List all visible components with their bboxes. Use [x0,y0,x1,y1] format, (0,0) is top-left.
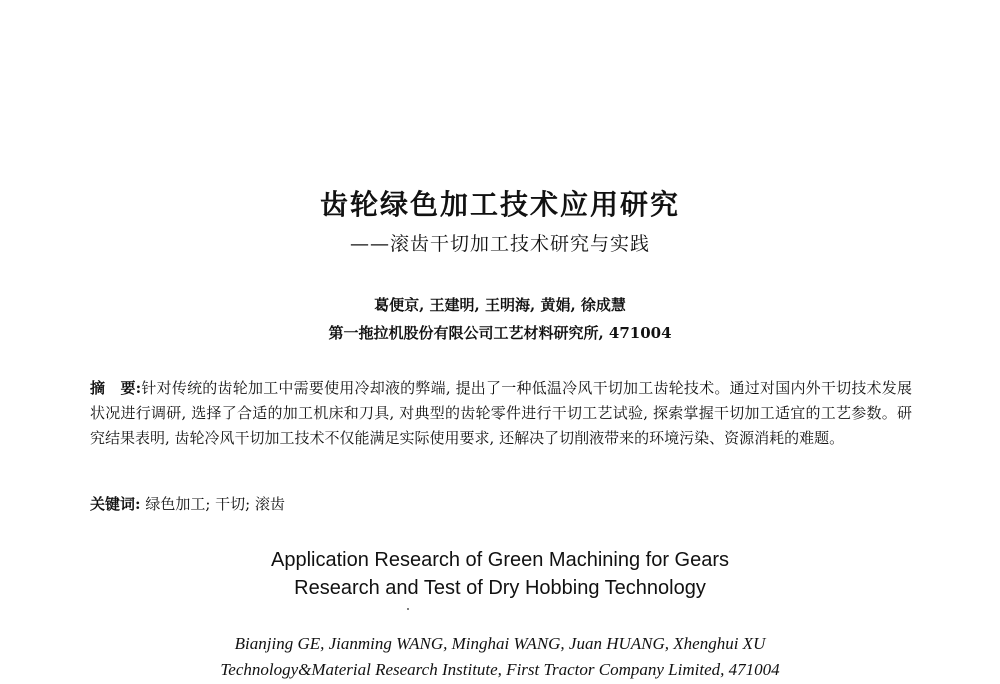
paper-title-en: Application Research of Green Machining for Gears [270,549,729,571]
abstract-label: 摘 要: [90,379,142,397]
paper-subtitle-en: Research and Test of Dry Hobbing Technology [294,577,706,599]
authors-cn: 葛便京, 王建明, 王明海, 黄娟, 徐成慧 [374,296,626,314]
keywords-label: 关键词: [90,495,141,513]
affiliation-cn: 第一拖拉机股份有限公司工艺材料研究所, 471004 [328,324,672,342]
paper-title-cn: 齿轮绿色加工技术应用研究 [319,188,680,221]
paper-subtitle-cn: ——滚齿干切加工技术研究与实践 [349,233,650,255]
keywords-text: 绿色加工; 干切; 滚齿 [145,495,285,513]
abstract-text: 针对传统的齿轮加工中需要使用冷却液的弊端, 提出了一种低温冷风干切加工齿轮技术。通过对国内外干切技术发展状况进行调研, 选择了合适的加工机床和刀具, 对典型的齿轮零件进行干切工艺试验, 探索掌握干切加工适宜的工艺参数。研究结果表明, 齿轮冷风干切加工技术不仅能满足实际使用要求, 还解决了切削液带来的环境污染、资源消耗的难题。 [90,379,912,447]
affiliation-en: Technology&Material Research Institute, First Tractor Company Limited, 471004 [220,660,780,679]
keywords-block [90,493,912,514]
scan-dot [407,608,409,610]
authors-en: Bianjing GE, Jianming WANG, Minghai WANG, Juan HUANG, Xhenghui XU [234,634,766,653]
abstract-block [90,376,912,451]
